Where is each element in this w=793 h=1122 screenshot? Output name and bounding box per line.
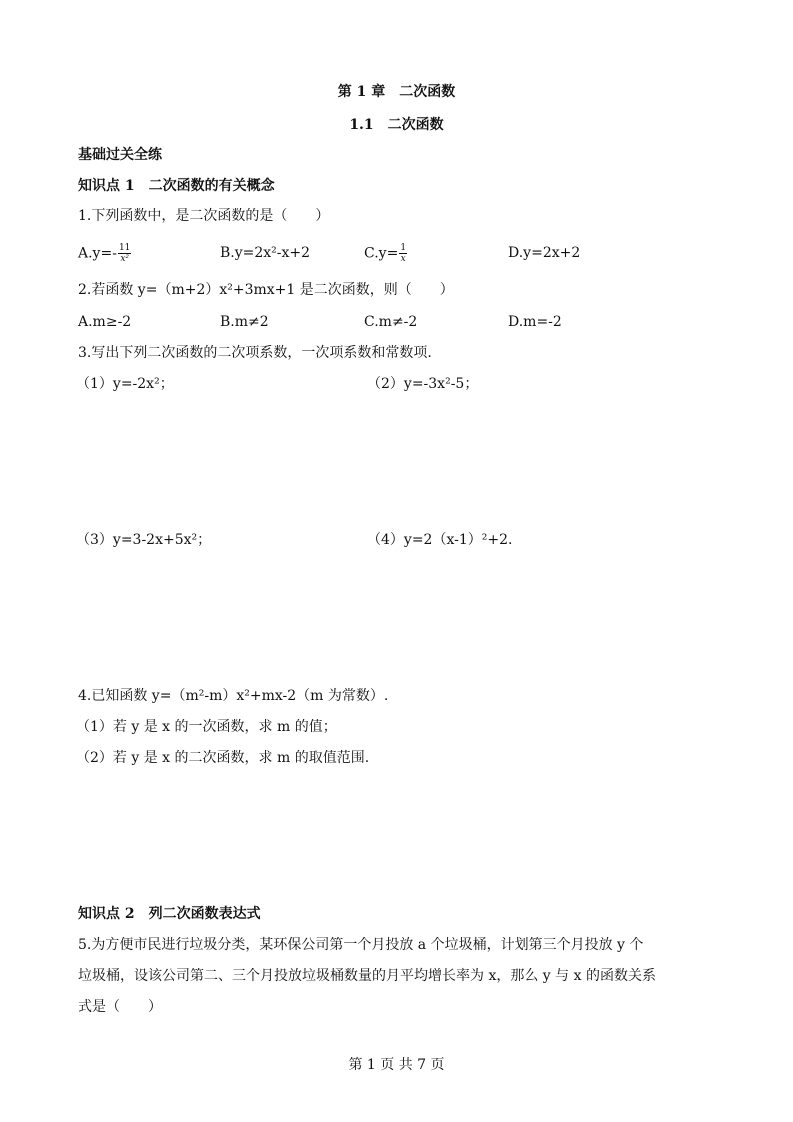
option-a-numerator: 11 xyxy=(118,243,131,253)
section-title: 1.1 二次函数 xyxy=(349,117,444,133)
option-a-prefix: A.y=- xyxy=(78,245,117,262)
question-3-part-2: （2）y=-3x²-5； xyxy=(367,376,479,392)
question-2-option-c: C.m≠-2 xyxy=(364,314,418,330)
option-c-numerator: 1 xyxy=(400,243,407,253)
question-3-part-3: （3）y=3-2x+5x²； xyxy=(76,532,212,548)
knowledge-point-1-title: 知识点 1 二次函数的有关概念 xyxy=(78,178,275,194)
question-3-part-4: （4）y=2（x-1）²+2. xyxy=(367,532,513,548)
question-5-line-2: 垃圾桶，设该公司第二、三个月投放垃圾桶数量的月平均增长率为 x，那么 y 与 x 的函数关系 xyxy=(78,968,656,984)
question-2-option-a: A.m≥-2 xyxy=(78,314,132,330)
question-3-part-1: （1）y=-2x²； xyxy=(76,376,174,392)
question-1-stem: 1.下列函数中，是二次函数的是（ ） xyxy=(78,208,330,224)
question-4-part-1: （1）若 y 是 x 的一次函数，求 m 的值； xyxy=(76,719,337,735)
knowledge-point-2-title: 知识点 2 列二次函数表达式 xyxy=(78,906,261,922)
page-number: 第 1 页 共 7 页 xyxy=(348,1057,445,1073)
question-1-option-c xyxy=(364,243,407,264)
question-4-part-2: （2）若 y 是 x 的二次函数，求 m 的取值范围. xyxy=(76,750,370,766)
question-3-stem: 3.写出下列二次函数的二次项系数，一次项系数和常数项. xyxy=(78,345,432,361)
option-c-prefix: C.y= xyxy=(364,245,399,262)
option-c-fraction xyxy=(399,243,407,264)
question-1-option-d: D.y=2x+2 xyxy=(508,245,581,261)
part-title: 基础过关全练 xyxy=(78,147,162,163)
chapter-title: 第 1 章 二次函数 xyxy=(337,84,456,100)
question-5-line-3: 式是（ ） xyxy=(78,999,162,1015)
question-2-option-d: D.m=-2 xyxy=(508,314,562,330)
option-c-denominator: x xyxy=(400,254,406,264)
question-4-stem: 4.已知函数 y=（m²-m）x²+mx-2（m 为常数）. xyxy=(78,688,389,704)
question-2-option-b: B.m≠2 xyxy=(220,314,269,330)
option-a-fraction xyxy=(118,243,131,264)
question-5-line-1: 5.为方便市民进行垃圾分类，某环保公司第一个月投放 a 个垃圾桶，计划第三个月投放 y 个 xyxy=(78,937,644,953)
question-1-option-a xyxy=(78,243,131,264)
option-a-denominator: x² xyxy=(120,254,129,264)
question-2-stem: 2.若函数 y=（m+2）x²+3mx+1 是二次函数，则（ ） xyxy=(78,282,454,298)
question-1-option-b: B.y=2x²-x+2 xyxy=(220,245,311,261)
